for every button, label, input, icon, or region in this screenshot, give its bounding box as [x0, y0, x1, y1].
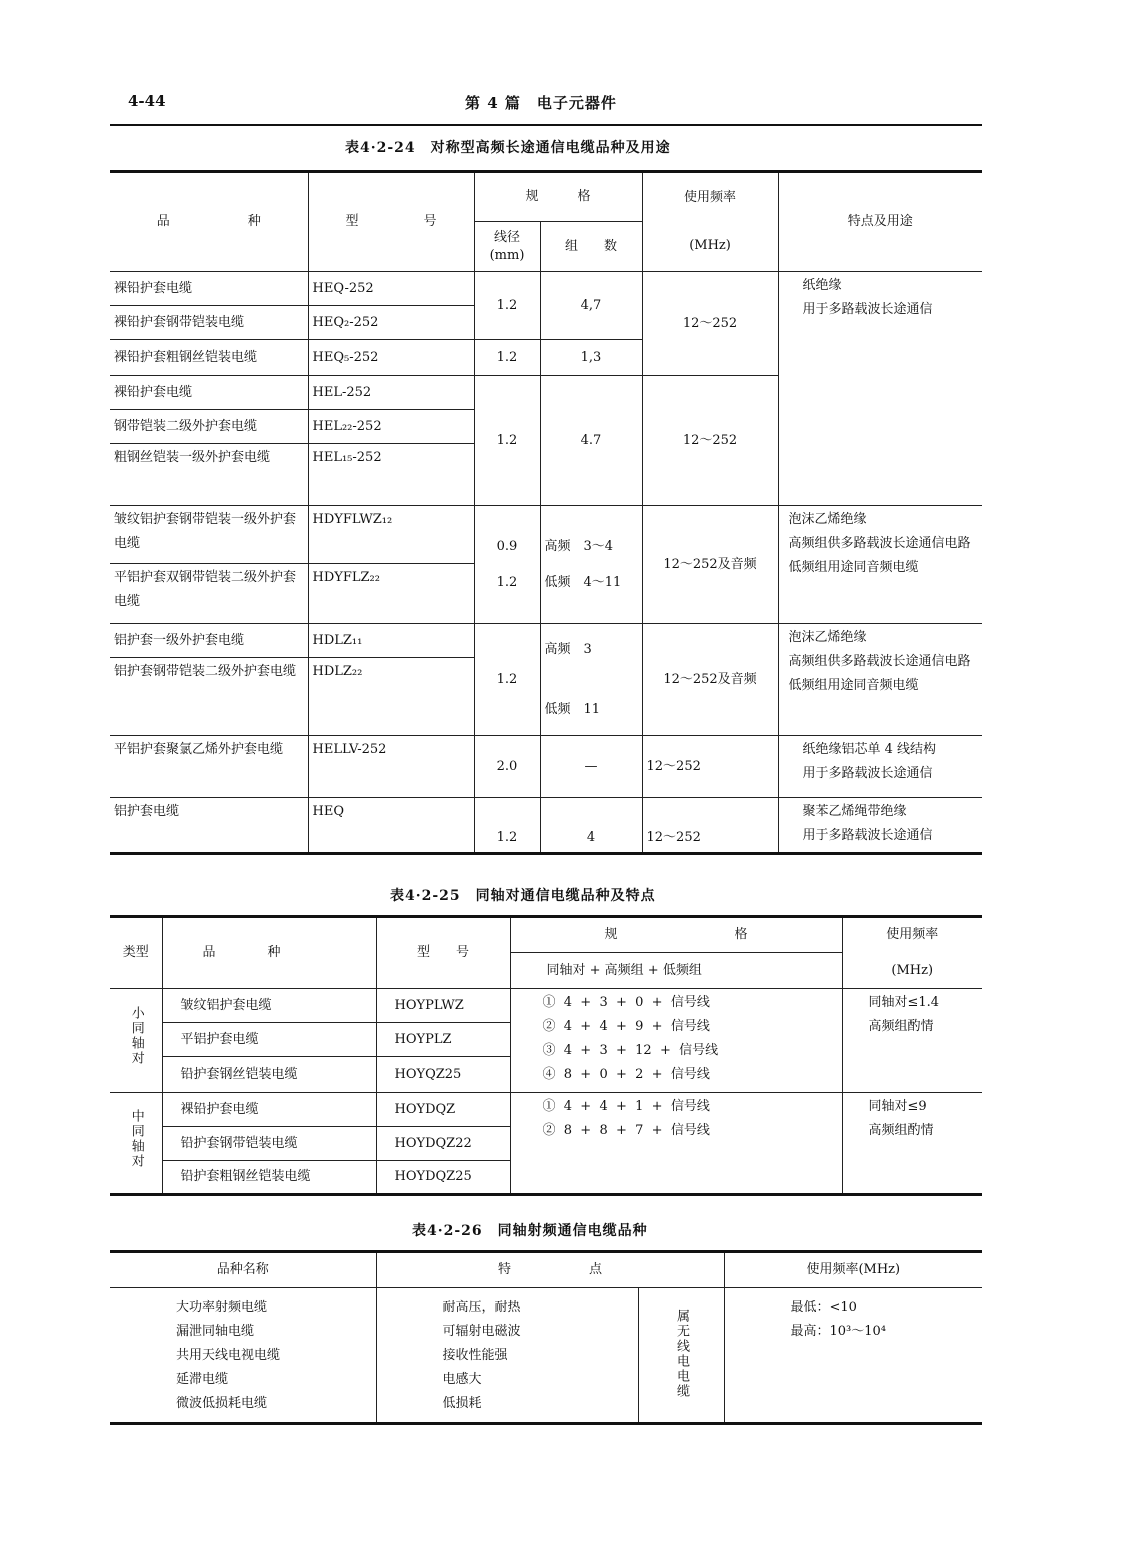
freq-cell: 最低：<10 最高：10³～10⁴ [724, 1288, 982, 1424]
th-freq: 使用频率(MHz) [724, 1252, 982, 1288]
section-title: 第 4 篇 电子元器件 [465, 94, 617, 112]
model-cell: HDYFLZ₂₂ [308, 564, 474, 624]
table-row: 裸铅护套电缆 [110, 272, 308, 306]
model-cell: HEQ₅-252 [308, 340, 474, 376]
spec-line: ② 4 + 4 + 9 + 信号线 [542, 1019, 710, 1034]
features-cell: 泡沫乙烯绝缘 高频组供多路载波长途通信电路 低频组用途同音频电缆 [778, 506, 982, 624]
th-spec-sub: 同轴对 + 高频组 + 低频组 [510, 953, 842, 989]
groups-cell: 高频 3 低频 11 [540, 624, 642, 736]
th-wire-diameter: 线径 (mm) [474, 222, 540, 272]
freq-cell: 同轴对≤9 高频组酌情 [842, 1093, 982, 1195]
features-cell: 纸绝缘 用于多路载波长途通信 [778, 272, 982, 506]
groups-cell: 4.7 [540, 376, 642, 506]
th-spec: 规 格 [510, 917, 842, 953]
model-cell: HEQ₂-252 [308, 306, 474, 340]
table-row: 皱纹铝护套钢带铠装一级外护套电缆 [110, 506, 308, 564]
dia-cell: 1.2 [474, 340, 540, 376]
freq-cell: 12～252及音频 [642, 624, 778, 736]
type-small: 小同轴对 [128, 1006, 144, 1066]
spec-line: ① 4 + 3 + 0 + 信号线 [542, 995, 710, 1010]
note-cell [638, 1288, 724, 1424]
th-freq: 使用频率 (MHz) [842, 917, 982, 989]
table-row: 裸铅护套电缆 [110, 376, 308, 410]
th-variety: 品 种 [110, 172, 308, 272]
th-type: 类型 [110, 917, 162, 989]
header-rule [110, 124, 982, 126]
table-row: 裸铅护套钢带铠装电缆 [110, 306, 308, 340]
model-cell: HEQ-252 [308, 272, 474, 306]
table-row: 裸铅护套电缆 [162, 1093, 376, 1127]
table-row: 铅护套钢带铠装电缆 [162, 1127, 376, 1161]
features-cell: 纸绝缘铝芯单 4 线结构 用于多路载波长途通信 [778, 736, 982, 798]
model-cell: HELLV-252 [308, 736, 474, 798]
spec-line: ① 4 + 4 + 1 + 信号线 [542, 1099, 710, 1114]
features-cell: 泡沫乙烯绝缘 高频组供多路载波长途通信电路 低频组用途同音频电缆 [778, 624, 982, 736]
th-features: 特 点 [376, 1252, 724, 1288]
model-cell: HDLZ₁₁ [308, 624, 474, 658]
th-name: 品种名称 [110, 1252, 376, 1288]
table25 [110, 915, 982, 1196]
dia-cell: 1.2 [474, 272, 540, 340]
table-row: 裸铅护套粗钢丝铠装电缆 [110, 340, 308, 376]
freq-cell: 12～252 [642, 798, 778, 854]
freq-cell: 同轴对≤1.4 高频组酌情 [842, 989, 982, 1093]
groups-cell: 4 [540, 798, 642, 854]
model-cell: HDLZ₂₂ [308, 658, 474, 736]
th-groups: 组 数 [540, 222, 642, 272]
spec-line: ② 8 + 8 + 7 + 信号线 [542, 1123, 710, 1138]
table25-caption: 表4·2-25 同轴对通信电缆品种及特点 [390, 888, 656, 904]
model-cell: HDYFLWZ₁₂ [308, 506, 474, 564]
spec-line: ④ 8 + 0 + 2 + 信号线 [542, 1067, 710, 1082]
table-row: 铝护套钢带铠装二级外护套电缆 [110, 658, 308, 736]
freq-cell: 12～252 [642, 376, 778, 506]
model-cell: HOYDQZ25 [376, 1161, 510, 1195]
table26 [110, 1250, 982, 1425]
model-cell: HOYPLZ [376, 1023, 510, 1057]
table26-caption: 表4·2-26 同轴射频通信电缆品种 [412, 1223, 648, 1239]
th-features: 特点及用途 [778, 172, 982, 272]
th-model: 型 号 [376, 917, 510, 989]
table-row: 平铝护套电缆 [162, 1023, 376, 1057]
spec-cell [510, 1093, 842, 1195]
th-spec: 规 格 [474, 172, 642, 222]
groups-cell: 4,7 [540, 272, 642, 340]
table-row: 钢带铠装二级外护套电缆 [110, 410, 308, 444]
table24 [110, 170, 982, 855]
type-cell [110, 989, 162, 1093]
type-cell [110, 1093, 162, 1195]
groups-cell: — [540, 736, 642, 798]
table-row: 铅护套粗钢丝铠装电缆 [162, 1161, 376, 1195]
groups-cell: 高频 3～4 低频 4～11 [540, 506, 642, 624]
type-medium: 中同轴对 [128, 1108, 144, 1169]
table-row: 铝护套电缆 [110, 798, 308, 854]
spec-cell [510, 989, 842, 1093]
dia-cell: 2.0 [474, 736, 540, 798]
model-cell: HEL-252 [308, 376, 474, 410]
th-variety: 品 种 [162, 917, 376, 989]
freq-cell: 12～252 [642, 736, 778, 798]
names-cell: 大功率射频电缆 漏泄同轴电缆 共用天线电视电缆 延滞电缆 微波低损耗电缆 [110, 1288, 376, 1424]
spec-line: ③ 4 + 3 + 12 + 信号线 [542, 1043, 719, 1058]
model-cell: HEL₂₂-252 [308, 410, 474, 444]
dia-cell: 0.9 1.2 [474, 506, 540, 624]
th-freq: 使用频率 (MHz) [642, 172, 778, 272]
model-cell: HOYPLWZ [376, 989, 510, 1023]
model-cell: HOYDQZ22 [376, 1127, 510, 1161]
page-number: 4-44 [128, 92, 166, 110]
table-row: 粗钢丝铠装一级外护套电缆 [110, 444, 308, 506]
model-cell: HOYQZ25 [376, 1057, 510, 1093]
table-row: 铅护套钢丝铠装电缆 [162, 1057, 376, 1093]
model-cell: HEL₁₅-252 [308, 444, 474, 506]
dia-cell: 1.2 [474, 624, 540, 736]
table-row: 皱纹铝护套电缆 [162, 989, 376, 1023]
table-row: 平铝护套聚氯乙烯外护套电缆 [110, 736, 308, 798]
freq-cell: 12～252及音频 [642, 506, 778, 624]
table-row: 平铝护套双钢带铠装二级外护套电缆 [110, 564, 308, 624]
th-model: 型 号 [308, 172, 474, 272]
features-cell: 耐高压，耐热 可辐射电磁波 接收性能强 电感大 低损耗 [376, 1288, 638, 1424]
model-cell: HOYDQZ [376, 1093, 510, 1127]
dia-cell: 1.2 [474, 798, 540, 854]
table24-caption: 表4·2-24 对称型高频长途通信电缆品种及用途 [345, 140, 671, 156]
note-text: 属无线电电缆 [674, 1308, 689, 1399]
model-cell: HEQ [308, 798, 474, 854]
dia-cell: 1.2 [474, 376, 540, 506]
table-row: 铝护套一级外护套电缆 [110, 624, 308, 658]
features-cell: 聚苯乙烯绳带绝缘 用于多路载波长途通信 [778, 798, 982, 854]
groups-cell: 1,3 [540, 340, 642, 376]
freq-cell: 12～252 [642, 272, 778, 376]
